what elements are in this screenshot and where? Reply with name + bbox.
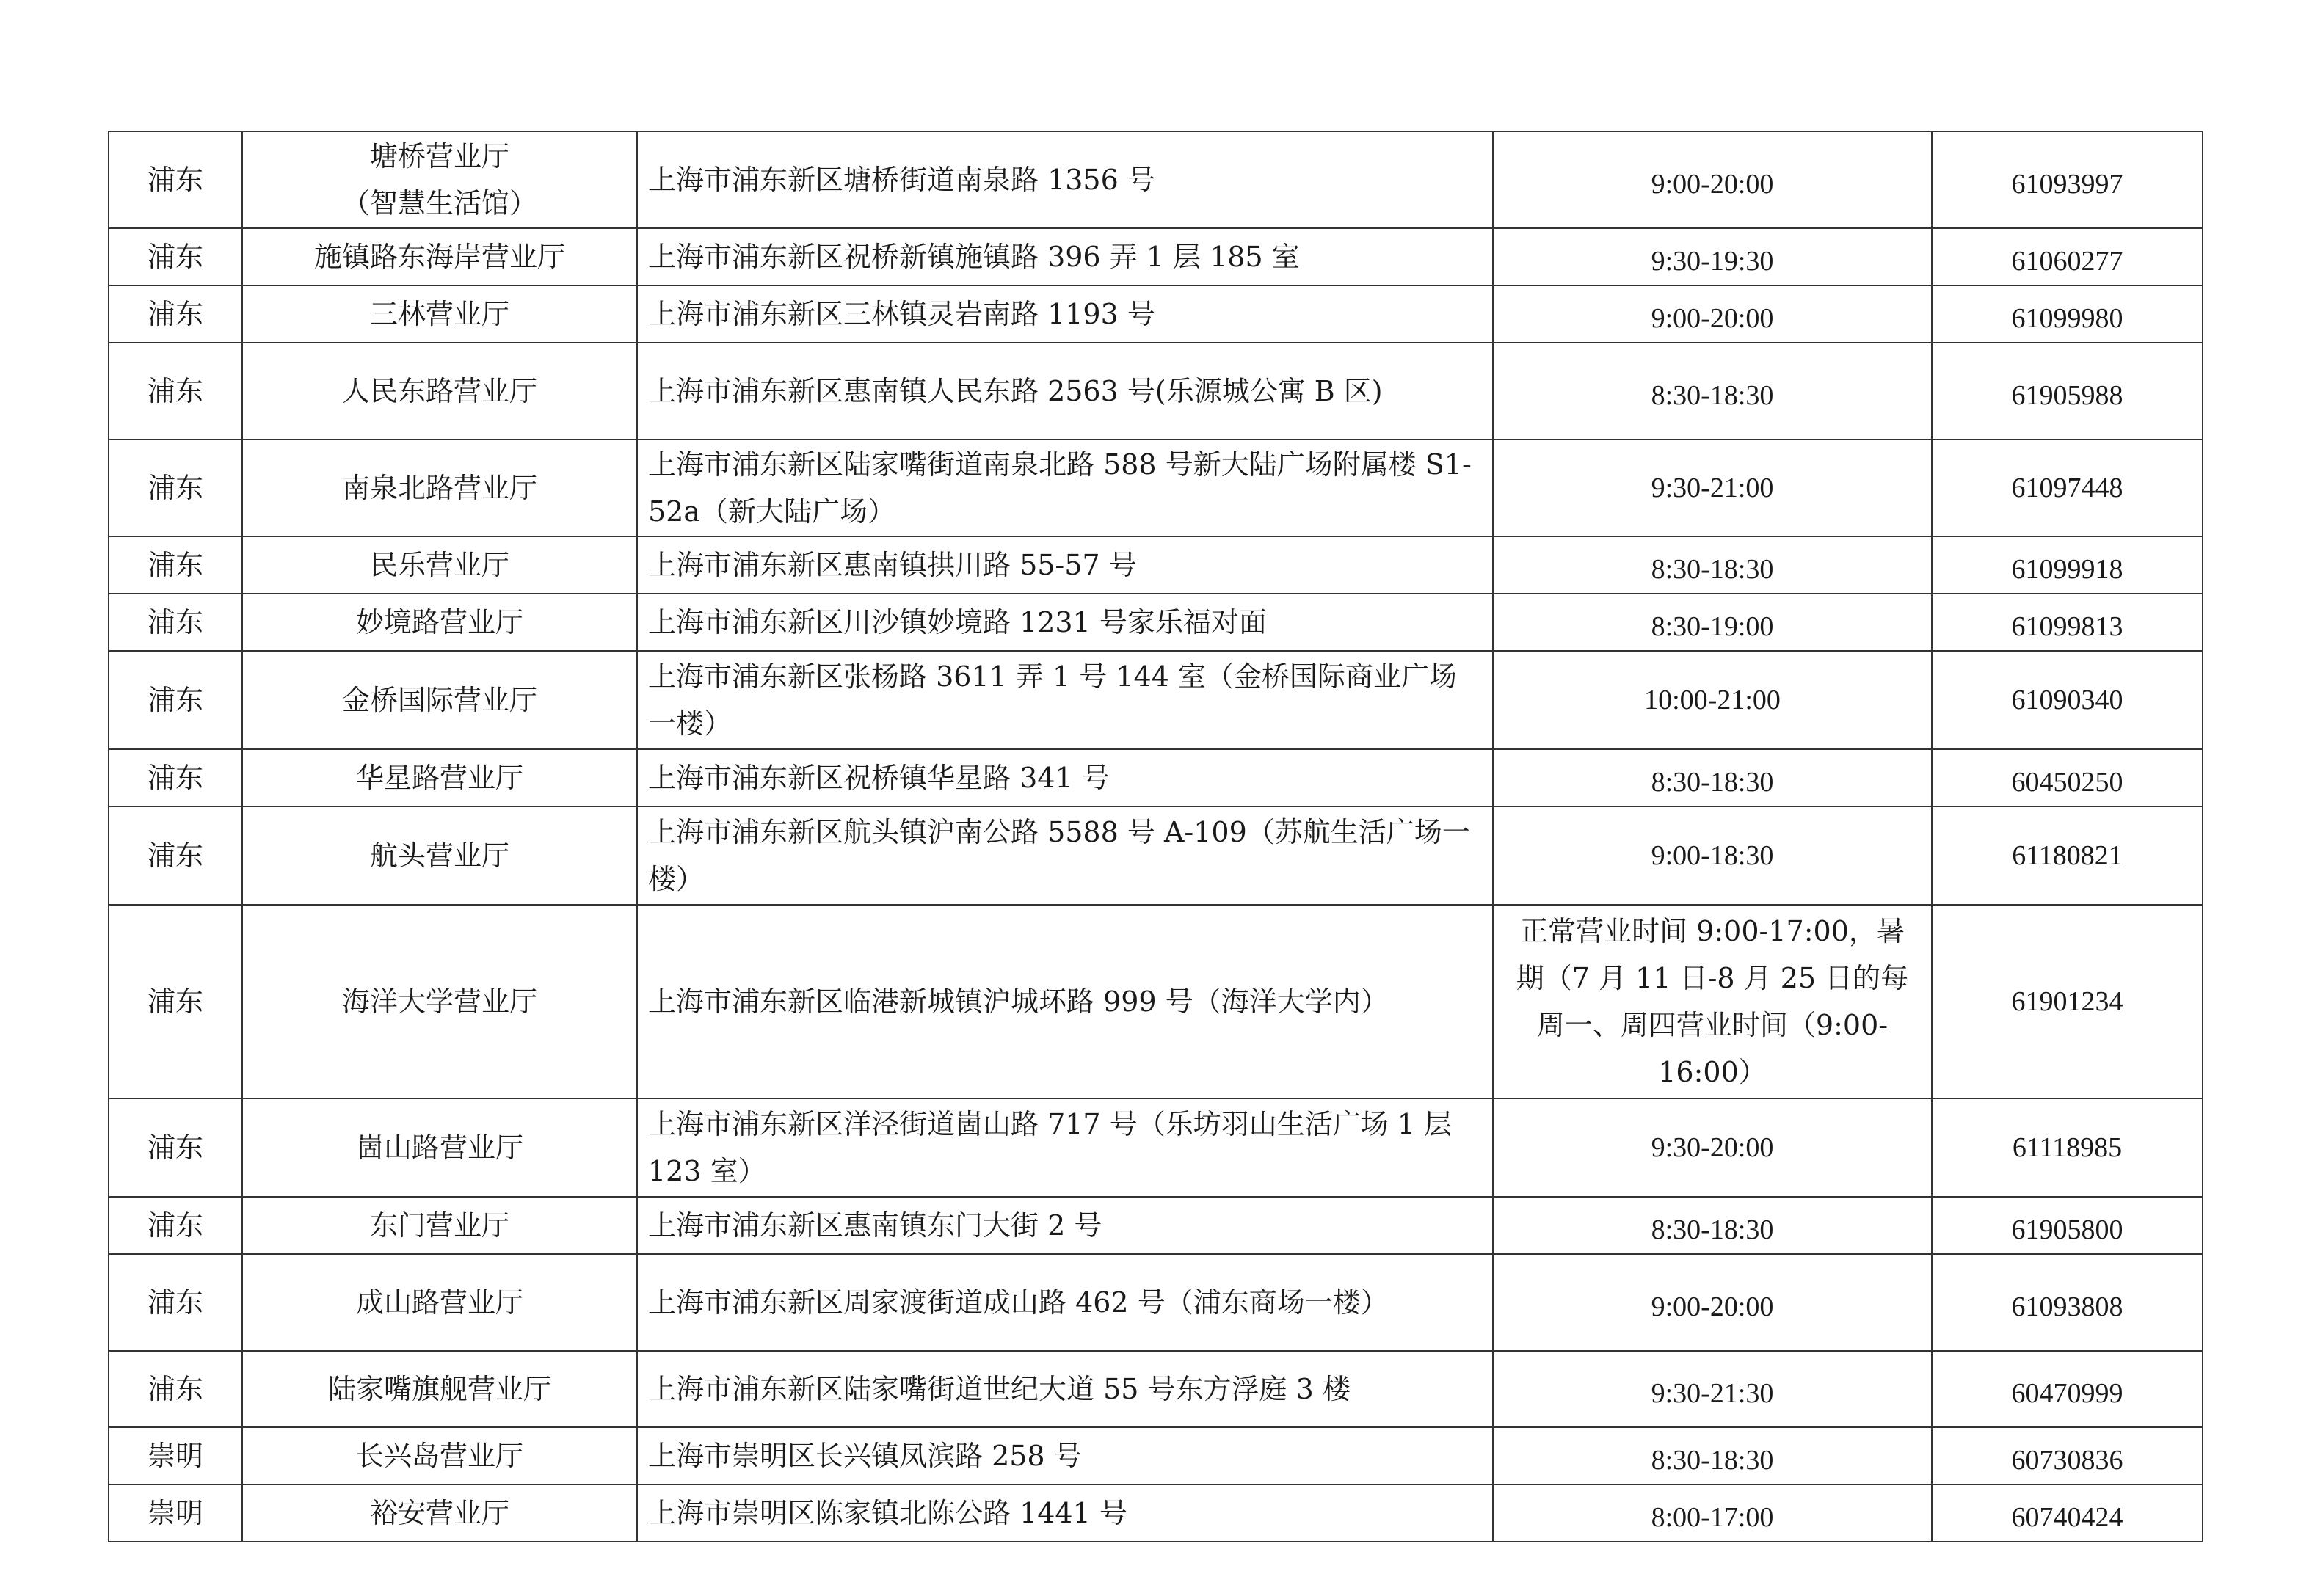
phone-cell: 61118985 [1932, 1098, 2203, 1197]
store-name-cell [242, 131, 637, 228]
district-cell: 崇明 [109, 1427, 242, 1484]
district-cell: 浦东 [109, 536, 242, 594]
address: 上海市浦东新区临港新城镇沪城环路 999 号（海洋大学内） [648, 985, 1389, 1018]
phone-cell: 61090340 [1932, 651, 2203, 749]
address-cell: 上海市浦东新区洋泾街道崮山路 717 号（乐坊羽山生活广场 1 层 123 室） [637, 1098, 1493, 1197]
address-cell: 上海市崇明区长兴镇凤滨路 258 号 [637, 1427, 1493, 1484]
address-cell: 上海市浦东新区惠南镇拱川路 55-57 号 [637, 536, 1493, 594]
table-row [109, 1098, 2203, 1197]
address: 上海市浦东新区陆家嘴街道世纪大道 55 号东方浮庭 3 楼 [648, 1373, 1351, 1405]
hours-cell: 8:30-18:30 [1493, 536, 1932, 594]
table-row [109, 536, 2203, 594]
district-cell: 浦东 [109, 651, 242, 749]
district-cell: 浦东 [109, 1197, 242, 1254]
address-cell: 上海市浦东新区周家渡街道成山路 462 号（浦东商场一楼） [637, 1254, 1493, 1351]
address-cell: 上海市崇明区陈家镇北陈公路 1441 号 [637, 1484, 1493, 1542]
phone-cell: 60740424 [1932, 1484, 2203, 1542]
hours-cell: 9:30-19:30 [1493, 228, 1932, 285]
district-cell: 浦东 [109, 749, 242, 806]
table-row [109, 285, 2203, 343]
address-cell: 上海市浦东新区惠南镇人民东路 2563 号(乐源城公寓 B 区) [637, 343, 1493, 440]
store-name-cell: 崮山路营业厅 [242, 1098, 637, 1197]
store-table [108, 131, 2203, 1542]
address-cell: 上海市浦东新区祝桥镇华星路 341 号 [637, 749, 1493, 806]
phone-cell: 60470999 [1932, 1351, 2203, 1427]
table-row [109, 440, 2203, 536]
district-cell: 浦东 [109, 343, 242, 440]
table-row [109, 1197, 2203, 1254]
phone-cell: 61060277 [1932, 228, 2203, 285]
phone-cell: 61093997 [1932, 131, 2203, 228]
store-name-cell: 金桥国际营业厅 [242, 651, 637, 749]
district-cell: 浦东 [109, 228, 242, 285]
address-cell [637, 131, 1493, 228]
hours-cell [1493, 905, 1932, 1098]
store-name: 塘桥营业厅 （智慧生活馆） [341, 140, 537, 219]
phone-cell: 61905800 [1932, 1197, 2203, 1254]
address-cell [637, 905, 1493, 1098]
address-cell: 上海市浦东新区惠南镇东门大街 2 号 [637, 1197, 1493, 1254]
phone-cell: 61099813 [1932, 594, 2203, 651]
store-name-cell: 东门营业厅 [242, 1197, 637, 1254]
phone-cell: 61180821 [1932, 806, 2203, 905]
store-name-cell: 民乐营业厅 [242, 536, 637, 594]
store-name-cell: 人民东路营业厅 [242, 343, 637, 440]
hours-cell: 10:00-21:00 [1493, 651, 1932, 749]
store-name-cell: 施镇路东海岸营业厅 [242, 228, 637, 285]
store-name-cell: 陆家嘴旗舰营业厅 [242, 1351, 637, 1427]
hours-cell: 9:00-20:00 [1493, 1254, 1932, 1351]
hours-cell: 9:30-20:00 [1493, 1098, 1932, 1197]
store-name-cell: 航头营业厅 [242, 806, 637, 905]
store-name-cell: 裕安营业厅 [242, 1484, 637, 1542]
hours-cell: 9:30-21:30 [1493, 1351, 1932, 1427]
store-name-cell: 三林营业厅 [242, 285, 637, 343]
district-cell: 浦东 [109, 285, 242, 343]
hours-cell: 9:00-20:00 [1493, 131, 1932, 228]
hours-cell: 8:30-18:30 [1493, 749, 1932, 806]
district-cell: 浦东 [109, 1351, 242, 1427]
district-cell: 浦东 [109, 1254, 242, 1351]
table-row [109, 651, 2203, 749]
store-name-cell: 华星路营业厅 [242, 749, 637, 806]
table-row [109, 594, 2203, 651]
district-cell: 浦东 [109, 594, 242, 651]
district-cell: 浦东 [109, 905, 242, 1098]
address-cell [637, 1351, 1493, 1427]
address-cell: 上海市浦东新区川沙镇妙境路 1231 号家乐福对面 [637, 594, 1493, 651]
hours-cell: 9:30-21:00 [1493, 440, 1932, 536]
phone-cell: 60450250 [1932, 749, 2203, 806]
store-name-cell: 妙境路营业厅 [242, 594, 637, 651]
hours-cell: 8:00-17:00 [1493, 1484, 1932, 1542]
phone-cell: 61905988 [1932, 343, 2203, 440]
table-row [109, 806, 2203, 905]
phone-cell: 61099980 [1932, 285, 2203, 343]
table-row [109, 131, 2203, 228]
phone-cell: 61099918 [1932, 536, 2203, 594]
table-row [109, 228, 2203, 285]
address-cell: 上海市浦东新区陆家嘴街道南泉北路 588 号新大陆广场附属楼 S1-52a（新大陆广场） [637, 440, 1493, 536]
phone-cell: 61901234 [1932, 905, 2203, 1098]
table-row [109, 749, 2203, 806]
store-name-cell: 海洋大学营业厅 [242, 905, 637, 1098]
address-cell: 上海市浦东新区祝桥新镇施镇路 396 弄 1 层 185 室 [637, 228, 1493, 285]
table-row [109, 343, 2203, 440]
phone-cell: 61093808 [1932, 1254, 2203, 1351]
district-cell: 浦东 [109, 1098, 242, 1197]
district-cell: 浦东 [109, 131, 242, 228]
hours-cell: 8:30-18:30 [1493, 1427, 1932, 1484]
table-row [109, 1254, 2203, 1351]
table-row [109, 1484, 2203, 1542]
store-name-cell: 南泉北路营业厅 [242, 440, 637, 536]
address: 上海市浦东新区塘桥街道南泉路 1356 号 [648, 164, 1155, 196]
address-cell: 上海市浦东新区三林镇灵岩南路 1193 号 [637, 285, 1493, 343]
hours-cell: 8:30-19:00 [1493, 594, 1932, 651]
store-name-cell: 成山路营业厅 [242, 1254, 637, 1351]
table-row [109, 905, 2203, 1098]
hours-cell: 9:00-20:00 [1493, 285, 1932, 343]
district-cell: 浦东 [109, 440, 242, 536]
hours-cell: 8:30-18:30 [1493, 343, 1932, 440]
phone-cell: 61097448 [1932, 440, 2203, 536]
hours-cell: 9:00-18:30 [1493, 806, 1932, 905]
store-name-cell: 长兴岛营业厅 [242, 1427, 637, 1484]
table-row [109, 1351, 2203, 1427]
table-row [109, 1427, 2203, 1484]
hours-cell: 8:30-18:30 [1493, 1197, 1932, 1254]
hours-text: 正常营业时间 9:00-17:00，暑期（7 月 11 日-8 月 25 日的每周一、周四营业时间（9:00-16:00） [1516, 915, 1909, 1088]
district-cell: 崇明 [109, 1484, 242, 1542]
district-cell: 浦东 [109, 806, 242, 905]
phone-cell: 60730836 [1932, 1427, 2203, 1484]
address-cell: 上海市浦东新区张杨路 3611 弄 1 号 144 室（金桥国际商业广场一楼） [637, 651, 1493, 749]
address-cell: 上海市浦东新区航头镇沪南公路 5588 号 A-109（苏航生活广场一楼） [637, 806, 1493, 905]
